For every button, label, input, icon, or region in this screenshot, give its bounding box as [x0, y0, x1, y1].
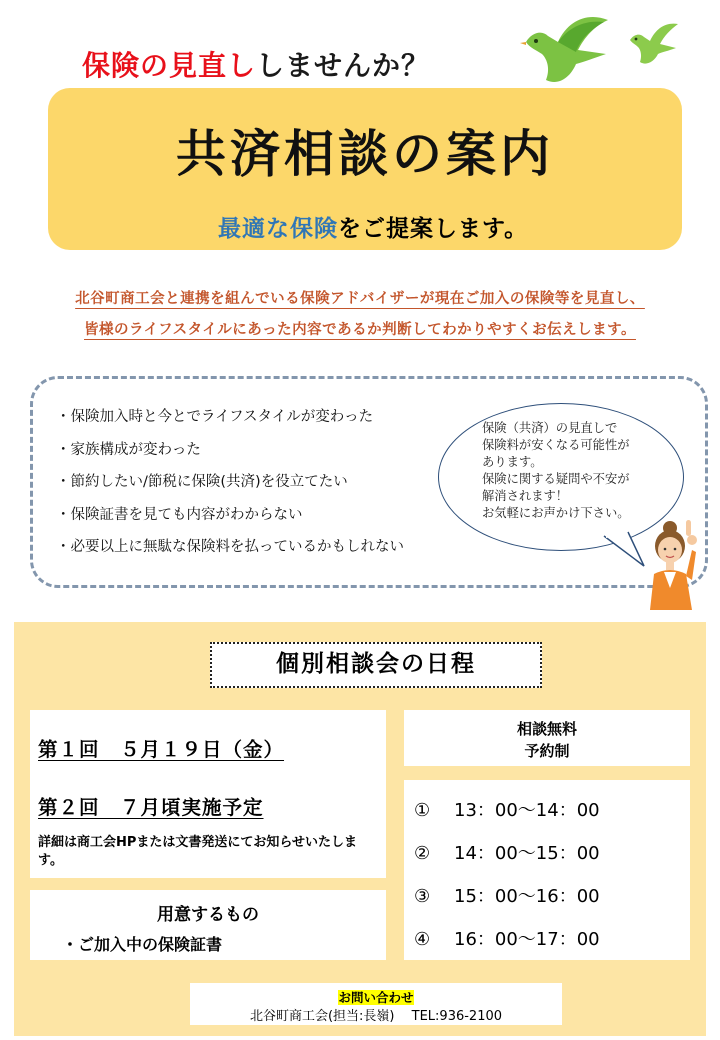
- page-title: 共済相談の案内: [176, 125, 554, 183]
- intro-line-2: 皆様のライフスタイルにあった内容であるか判断してわかりやすくお伝えします。: [84, 322, 636, 338]
- intro-line-1: 北谷町商工会と連携を組んでいる保険アドバイザーが現在ご加入の保険等を見直し、: [75, 291, 645, 307]
- slot-number: ②: [414, 843, 431, 864]
- contact-info: 北谷町商工会(担当:長嶺) TEL:936-2100: [249, 1009, 503, 1024]
- headline-red-part: 保険の見直し: [82, 49, 257, 82]
- green-bird-icon: [518, 12, 618, 90]
- checklist-item: ・節約したい/節税に保険(共済)を役立てたい: [56, 474, 348, 490]
- title-banner: [48, 88, 682, 250]
- prepare-card: [30, 890, 386, 960]
- slot-number: ①: [414, 800, 431, 821]
- contact-heading-text: お問い合わせ: [338, 990, 414, 1005]
- speech-bubble-tail: [600, 530, 650, 570]
- contact-box: [190, 983, 562, 1025]
- checklist-item: ・保険加入時と今とでライフスタイルが変わった: [56, 409, 374, 425]
- subtitle-rest: をご提案します。: [338, 216, 529, 242]
- time-slots-card: [404, 780, 690, 960]
- bubble-line: 保険料が安くなる可能性が: [482, 438, 630, 452]
- slot-time: 15：00～16：00: [454, 886, 600, 907]
- time-slot: [414, 796, 600, 822]
- banner-subtitle: [218, 210, 528, 243]
- slot-time: 16：00～17：00: [454, 929, 600, 950]
- contact-heading: [190, 987, 562, 1006]
- free-consultation-label: 相談無料: [516, 720, 577, 738]
- headline-rest-part: しませんか？: [256, 49, 431, 82]
- time-slot: [414, 882, 600, 908]
- checklist: [56, 406, 404, 569]
- dates-card: [30, 710, 386, 878]
- bubble-line: 保険（共済）の見直しで: [482, 421, 618, 435]
- woman-pointing-icon: [646, 510, 708, 610]
- reservation-label: 予約制: [524, 742, 570, 760]
- slot-number: ③: [414, 886, 431, 907]
- checklist-item: ・家族構成が変わった: [56, 441, 201, 458]
- slot-time: 13：00～14：00: [454, 800, 600, 821]
- session-2-date: 第２回 ７月頃実施予定: [38, 796, 264, 819]
- time-slot: [414, 925, 600, 951]
- small-green-bird-icon: [626, 20, 682, 68]
- prepare-heading: 用意するもの: [157, 905, 259, 925]
- free-consultation-card: [404, 710, 690, 766]
- schedule-title: 個別相談会の日程: [210, 642, 542, 688]
- time-slot: [414, 839, 600, 865]
- session-1-date: 第１回 ５月１９日（金）: [38, 738, 285, 761]
- slot-number: ④: [414, 929, 431, 950]
- bubble-line: 保険に関する疑問や不安が: [482, 472, 630, 486]
- checklist-item: ・必要以上に無駄な保険料を払っているかもしれない: [56, 539, 404, 555]
- bubble-line: あります。: [482, 455, 543, 469]
- slot-time: 14：00～15：00: [454, 843, 600, 864]
- subtitle-highlight: 最適な保険: [218, 216, 338, 242]
- bubble-line: お気軽にお声かけ下さい。: [482, 506, 630, 520]
- prepare-item: ・ご加入中の保険証書: [62, 935, 223, 954]
- bubble-line: 解消されます！: [482, 489, 569, 503]
- speech-bubble-text: [482, 420, 662, 522]
- schedule-details: 詳細は商工会HPまたは文書発送にてお知らせいたします。: [38, 835, 358, 868]
- headline-question: [82, 44, 430, 84]
- checklist-item: ・保険証書を見ても内容がわからない: [56, 506, 303, 523]
